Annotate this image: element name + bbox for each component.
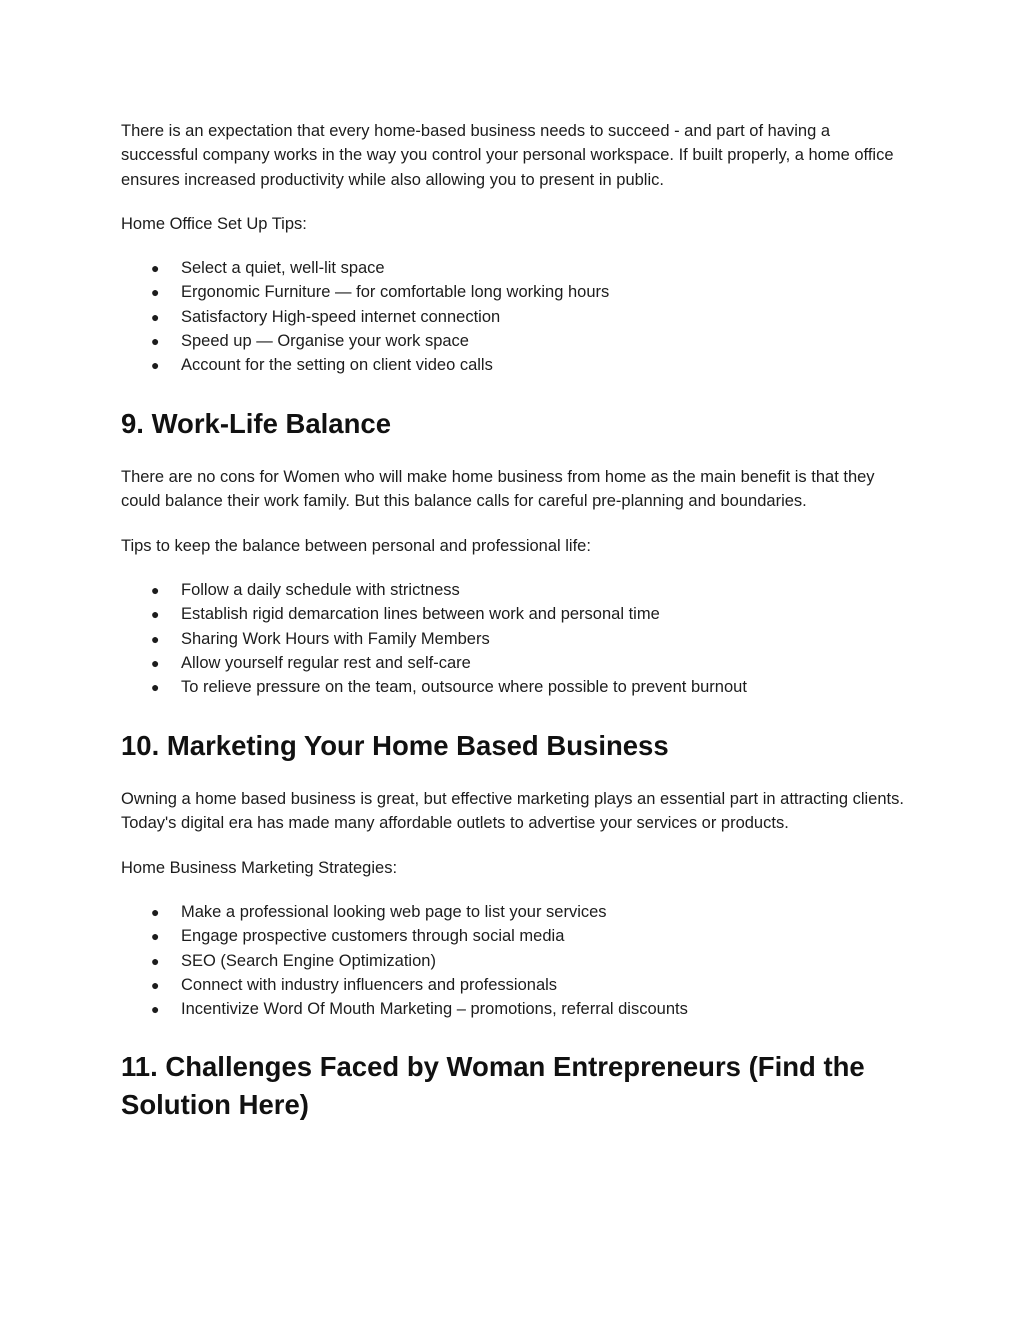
- section-heading-work-life-balance: 9. Work-Life Balance: [121, 407, 391, 439]
- list-item: ● Incentivize Word Of Mouth Marketing – promotions, referral discounts: [121, 997, 911, 1021]
- bullet-icon: ●: [151, 1001, 160, 1018]
- intro-list-title: Home Office Set Up Tips:: [121, 214, 307, 233]
- document-page: [121, 119, 911, 1123]
- marketing-list-title: Home Business Marketing Strategies:: [121, 858, 398, 877]
- section-heading-marketing: 10. Marketing Your Home Based Business: [121, 729, 669, 761]
- list-item: ● Speed up — Organise your work space: [121, 329, 911, 353]
- list-item: ● SEO (Search Engine Optimization): [121, 949, 911, 973]
- intro-bullet-list: [121, 256, 911, 377]
- marketing-bullet-list: [121, 900, 911, 1021]
- bullet-icon: ●: [151, 606, 160, 623]
- bullet-icon: ●: [151, 333, 160, 350]
- bullet-icon: ●: [151, 976, 160, 993]
- list-item: ● Allow yourself regular rest and self-care: [121, 651, 911, 675]
- intro-paragraph: There is an expectation that every home-based business needs to succeed - and part of having a successful company works in the way you control your personal workspace. If built properly, a home office ensures increased productivity while also allowing you to present in public.: [121, 122, 894, 189]
- work-life-bullet-list: [121, 578, 911, 699]
- list-item: ● Establish rigid demarcation lines between work and personal time: [121, 602, 911, 626]
- bullet-icon: ●: [151, 284, 160, 301]
- list-item: ● Engage prospective customers through social media: [121, 924, 911, 948]
- list-item: ● Ergonomic Furniture — for comfortable long working hours: [121, 280, 911, 304]
- list-item: ● Satisfactory High-speed internet connection: [121, 305, 911, 329]
- bullet-icon: ●: [151, 260, 160, 277]
- list-item: ● Sharing Work Hours with Family Members: [121, 627, 911, 651]
- list-item: ● Connect with industry influencers and professionals: [121, 973, 911, 997]
- bullet-icon: ●: [151, 654, 160, 671]
- list-item: ● To relieve pressure on the team, outsource where possible to prevent burnout: [121, 675, 911, 699]
- list-item: ● Account for the setting on client video calls: [121, 353, 911, 377]
- bullet-icon: ●: [151, 679, 160, 696]
- work-life-list-title: Tips to keep the balance between personal and professional life:: [121, 536, 591, 555]
- bullet-icon: ●: [151, 308, 160, 325]
- bullet-icon: ●: [151, 903, 160, 920]
- work-life-paragraph: There are no cons for Women who will make home business from home as the main benefit is that they could balance their work family. But this balance calls for careful pre-planning and boundaries.: [121, 468, 875, 511]
- bullet-icon: ●: [151, 928, 160, 945]
- marketing-paragraph: Owning a home based business is great, but effective marketing plays an essential part in attracting clients. Today's digital era has made many affordable outlets to advertise your services or products.: [121, 790, 904, 833]
- list-item: ● Make a professional looking web page to list your services: [121, 900, 911, 924]
- section-heading-challenges: 11. Challenges Faced by Woman Entrepreneurs (Find the Solution Here): [121, 1051, 865, 1120]
- list-item: ● Follow a daily schedule with strictness: [121, 578, 911, 602]
- bullet-icon: ●: [151, 952, 160, 969]
- bullet-icon: ●: [151, 357, 160, 374]
- list-item: ● Select a quiet, well-lit space: [121, 256, 911, 280]
- bullet-icon: ●: [151, 630, 160, 647]
- bullet-icon: ●: [151, 582, 160, 599]
